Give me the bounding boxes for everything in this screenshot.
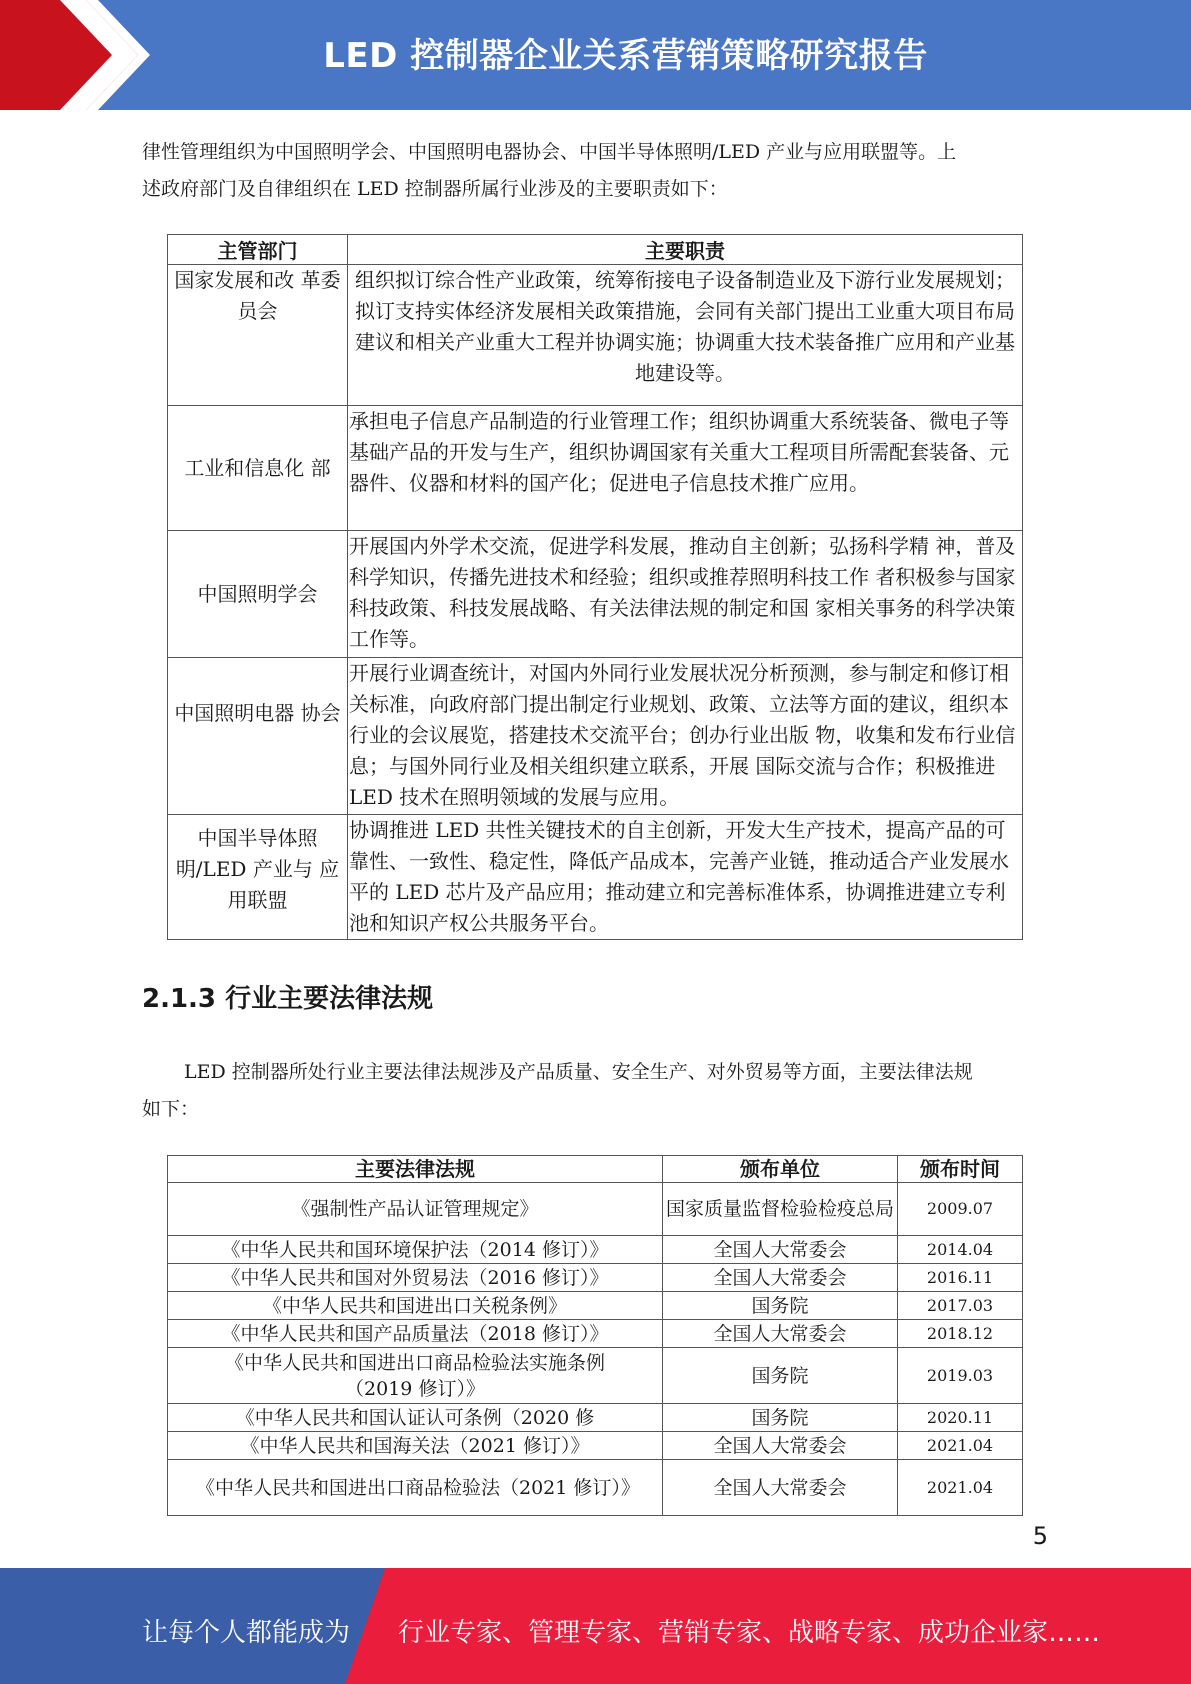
intro-line: 述政府部门及自律组织在 LED 控制器所属行业涉及的主要职责如下：	[142, 178, 728, 200]
date-cell: 2014.04	[898, 1236, 1023, 1264]
org-cell: 全国人大常委会	[663, 1264, 898, 1292]
law-cell: 《强制性产品认证管理规定》	[168, 1183, 663, 1236]
date-cell: 2021.04	[898, 1460, 1023, 1516]
header-banner	[0, 0, 1191, 110]
table-row	[168, 1292, 1023, 1320]
footer-slogan-right: 行业专家、管理专家、营销专家、战略专家、成功企业家……	[398, 1618, 1101, 1648]
table-row	[168, 1236, 1023, 1264]
org-cell: 国家质量监督检验检疫总局	[663, 1183, 898, 1236]
department-cell: 中国照明电器 协会	[168, 658, 348, 815]
table-row	[168, 1404, 1023, 1432]
table-row	[168, 265, 1023, 406]
department-cell: 中国半导体照 明/LED 产业与 应用联盟	[168, 815, 348, 940]
org-cell: 全国人大常委会	[663, 1236, 898, 1264]
law-cell: 《中华人民共和国对外贸易法（2016 修订）》	[168, 1264, 663, 1292]
table-row	[168, 815, 1023, 940]
footer-slogan-left: 让每个人都能成为	[142, 1618, 351, 1648]
table-header-row	[168, 235, 1023, 265]
org-cell: 国务院	[663, 1348, 898, 1404]
date-cell: 2020.11	[898, 1404, 1023, 1432]
org-cell: 全国人大常委会	[663, 1320, 898, 1348]
column-header: 颁布时间	[898, 1156, 1023, 1183]
column-header: 主管部门	[168, 235, 348, 265]
section-line: LED 控制器所处行业主要法律法规涉及产品质量、安全生产、对外贸易等方面，主要法律法规	[184, 1061, 973, 1083]
date-cell: 2016.11	[898, 1264, 1023, 1292]
department-cell: 国家发展和改 革委员会	[168, 265, 348, 406]
table-row	[168, 658, 1023, 815]
intro-line: 律性管理组织为中国照明学会、中国照明电器协会、中国半导体照明/LED 产业与应用联盟等。上	[142, 141, 957, 163]
section-line: 如下：	[142, 1098, 200, 1120]
org-cell: 国务院	[663, 1404, 898, 1432]
law-cell: 《中华人民共和国海关法（2021 修订）》	[168, 1432, 663, 1460]
duty-cell: 开展行业调查统计，对国内外同行业发展状况分析预测，参与制定和修订相关标准，向政府部门提出制定行业规划、政策、立法等方面的建议，组织本行业的会议展览，搭建技术交流平台；创办行业出版 物，收集和发布行业信息；与国外同行业及相关组织建立联系，开展 国际交流与合作；积极推进 LED 技术在照明领域的发展与应用。	[348, 658, 1023, 815]
table-row	[168, 531, 1023, 658]
duty-cell: 承担电子信息产品制造的行业管理工作；组织协调重大系统装备、微电子等基础产品的开发与生产，组织协调国家有关重大工程项目所需配套装备、元器件、仪器和材料的国产化；促进电子信息技术推广应用。	[348, 406, 1023, 531]
report-title: LED 控制器企业关系营销策略研究报告	[323, 36, 928, 76]
duty-cell: 开展国内外学术交流，促进学科发展，推动自主创新；弘扬科学精 神，普及科学知识，传播先进技术和经验；组织或推荐照明科技工作 者积极参与国家科技政策、科技发展战略、有关法律法规的制定和国 家相关事务的科学决策工作等。	[348, 531, 1023, 658]
duty-cell: 协调推进 LED 共性关键技术的自主创新，开发大生产技术，提高产品的可靠性、一致性、稳定性，降低产品成本，完善产业链，推动适合产业发展水平的 LED 芯片及产品应用；推动建立和完善标准体系，协调推进建立专利池和知识产权公共服务平台。	[348, 815, 1023, 940]
section-paragraph	[142, 1054, 1042, 1128]
date-cell: 2017.03	[898, 1292, 1023, 1320]
table-row	[168, 406, 1023, 531]
date-cell: 2018.12	[898, 1320, 1023, 1348]
page-number: 5	[1032, 1522, 1048, 1550]
column-header: 颁布单位	[663, 1156, 898, 1183]
table-row	[168, 1183, 1023, 1236]
law-cell: 《中华人民共和国进出口关税条例》	[168, 1292, 663, 1320]
table-row	[168, 1264, 1023, 1292]
duty-cell: 组织拟订综合性产业政策，统筹衔接电子设备制造业及下游行业发展规划；拟订支持实体经济发展相关政策措施，会同有关部门提出工业重大项目布局建议和相关产业重大工程并协调实施；协调重大技术装备推广应用和产业基地建设等。	[348, 265, 1023, 406]
section-heading: 2.1.3 行业主要法律法规	[142, 984, 434, 1014]
org-cell: 全国人大常委会	[663, 1432, 898, 1460]
law-cell: 《中华人民共和国进出口商品检验法实施条例（2019 修订）》	[168, 1348, 663, 1404]
department-duties-table	[167, 234, 1023, 940]
law-cell: 《中华人民共和国产品质量法（2018 修订）》	[168, 1320, 663, 1348]
date-cell: 2009.07	[898, 1183, 1023, 1236]
department-cell: 工业和信息化 部	[168, 406, 348, 531]
date-cell: 2019.03	[898, 1348, 1023, 1404]
intro-paragraph	[142, 134, 1042, 208]
column-header: 主要法律法规	[168, 1156, 663, 1183]
law-cell: 《中华人民共和国进出口商品检验法（2021 修订）》	[168, 1460, 663, 1516]
law-cell: 《中华人民共和国环境保护法（2014 修订）》	[168, 1236, 663, 1264]
table-row	[168, 1432, 1023, 1460]
law-cell: 《中华人民共和国认证认可条例（2020 修	[168, 1404, 663, 1432]
table-row	[168, 1460, 1023, 1516]
department-cell: 中国照明学会	[168, 531, 348, 658]
date-cell: 2021.04	[898, 1432, 1023, 1460]
table-row	[168, 1320, 1023, 1348]
org-cell: 国务院	[663, 1292, 898, 1320]
column-header: 主要职责	[348, 235, 1023, 265]
table-row	[168, 1348, 1023, 1404]
laws-table	[167, 1155, 1023, 1516]
table-header-row	[168, 1156, 1023, 1183]
org-cell: 全国人大常委会	[663, 1460, 898, 1516]
